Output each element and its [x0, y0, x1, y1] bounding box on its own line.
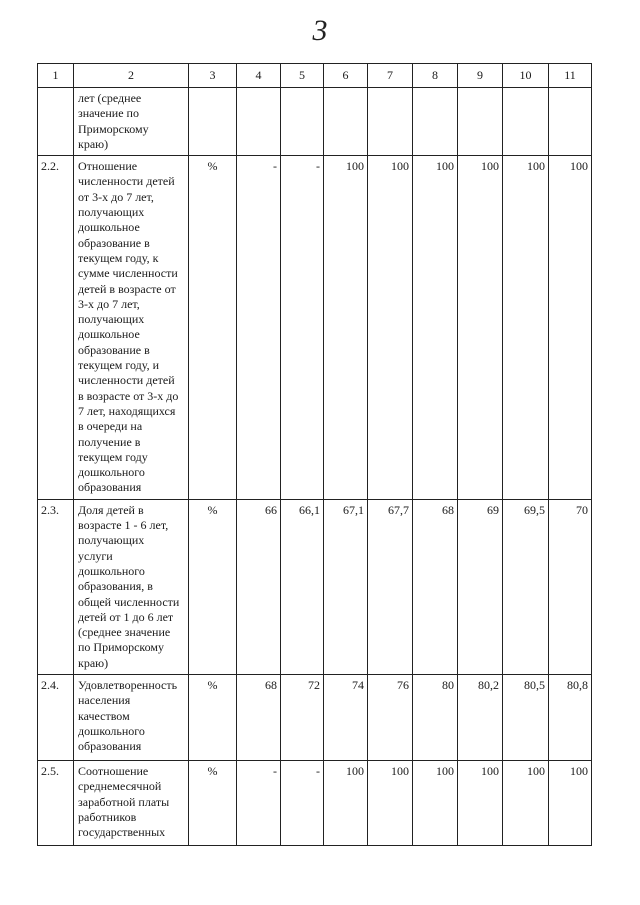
value-cell: 100: [413, 760, 458, 845]
unit-cell: %: [189, 156, 237, 500]
indicators-table: [37, 63, 592, 846]
value-cell: -: [281, 156, 324, 500]
column-number-header: 2: [74, 64, 189, 88]
row-number-cell: 2.5.: [38, 760, 74, 845]
value-cell: [281, 88, 324, 156]
value-cell: 100: [549, 156, 592, 500]
value-cell: 100: [503, 760, 549, 845]
column-number-header: 1: [38, 64, 74, 88]
value-cell: [368, 88, 413, 156]
value-cell: -: [281, 760, 324, 845]
value-cell: 100: [324, 760, 368, 845]
value-cell: -: [237, 156, 281, 500]
value-cell: 69: [458, 499, 503, 674]
value-cell: 100: [503, 156, 549, 500]
value-cell: 100: [368, 156, 413, 500]
value-cell: 100: [413, 156, 458, 500]
unit-cell: %: [189, 674, 237, 760]
value-cell: 76: [368, 674, 413, 760]
value-cell: 80,8: [549, 674, 592, 760]
column-number-header: 4: [237, 64, 281, 88]
column-number-header: 8: [413, 64, 458, 88]
table-row: [38, 674, 592, 760]
row-number-cell: 2.2.: [38, 156, 74, 500]
indicator-description-cell: Доля детей в возрасте 1 - 6 лет, получающих услуги дошкольного образования, в общей численности детей от 1 до 6 лет (среднее значение по Приморскому краю): [74, 499, 189, 674]
column-number-header: 11: [549, 64, 592, 88]
value-cell: 100: [458, 156, 503, 500]
value-cell: 80,2: [458, 674, 503, 760]
value-cell: [324, 88, 368, 156]
table-row: [38, 499, 592, 674]
row-number-cell: [38, 88, 74, 156]
value-cell: 80,5: [503, 674, 549, 760]
value-cell: [237, 88, 281, 156]
value-cell: 68: [237, 674, 281, 760]
indicator-description-cell: Удовлетворенность населения качеством дошкольного образования: [74, 674, 189, 760]
column-number-header: 9: [458, 64, 503, 88]
unit-cell: %: [189, 760, 237, 845]
column-number-header: 5: [281, 64, 324, 88]
value-cell: 69,5: [503, 499, 549, 674]
value-cell: [549, 88, 592, 156]
value-cell: 100: [368, 760, 413, 845]
page-number: 3: [312, 14, 328, 47]
value-cell: 100: [549, 760, 592, 845]
table-row: [38, 760, 592, 845]
indicator-description-cell: Соотношение среднемесячной заработной платы работников государственных: [74, 760, 189, 845]
unit-cell: %: [189, 499, 237, 674]
value-cell: 74: [324, 674, 368, 760]
value-cell: 100: [324, 156, 368, 500]
value-cell: [458, 88, 503, 156]
column-number-header: 3: [189, 64, 237, 88]
value-cell: 66: [237, 499, 281, 674]
row-number-cell: 2.3.: [38, 499, 74, 674]
value-cell: [503, 88, 549, 156]
table-row: [38, 88, 592, 156]
table-row: [38, 156, 592, 500]
value-cell: 70: [549, 499, 592, 674]
indicator-description-cell: лет (среднее значение по Приморскому краю): [74, 88, 189, 156]
column-number-header: 6: [324, 64, 368, 88]
value-cell: 72: [281, 674, 324, 760]
column-number-header: 10: [503, 64, 549, 88]
value-cell: 66,1: [281, 499, 324, 674]
table-header-row: [38, 64, 592, 88]
row-number-cell: 2.4.: [38, 674, 74, 760]
value-cell: 67,7: [368, 499, 413, 674]
value-cell: 68: [413, 499, 458, 674]
value-cell: 100: [458, 760, 503, 845]
unit-cell: [189, 88, 237, 156]
value-cell: [413, 88, 458, 156]
column-number-header: 7: [368, 64, 413, 88]
indicator-description-cell: Отношение численности детей от 3-х до 7 лет, получающих дошкольное образование в текущем году, к сумме численности детей в возрасте от 3-х до 7 лет, получающих дошкольное образование в текущем году, и численности детей в возрасте от 3-х до 7 лет, находящихся в очереди на получение в текущем году дошкольного образования: [74, 156, 189, 500]
value-cell: 80: [413, 674, 458, 760]
value-cell: -: [237, 760, 281, 845]
value-cell: 67,1: [324, 499, 368, 674]
